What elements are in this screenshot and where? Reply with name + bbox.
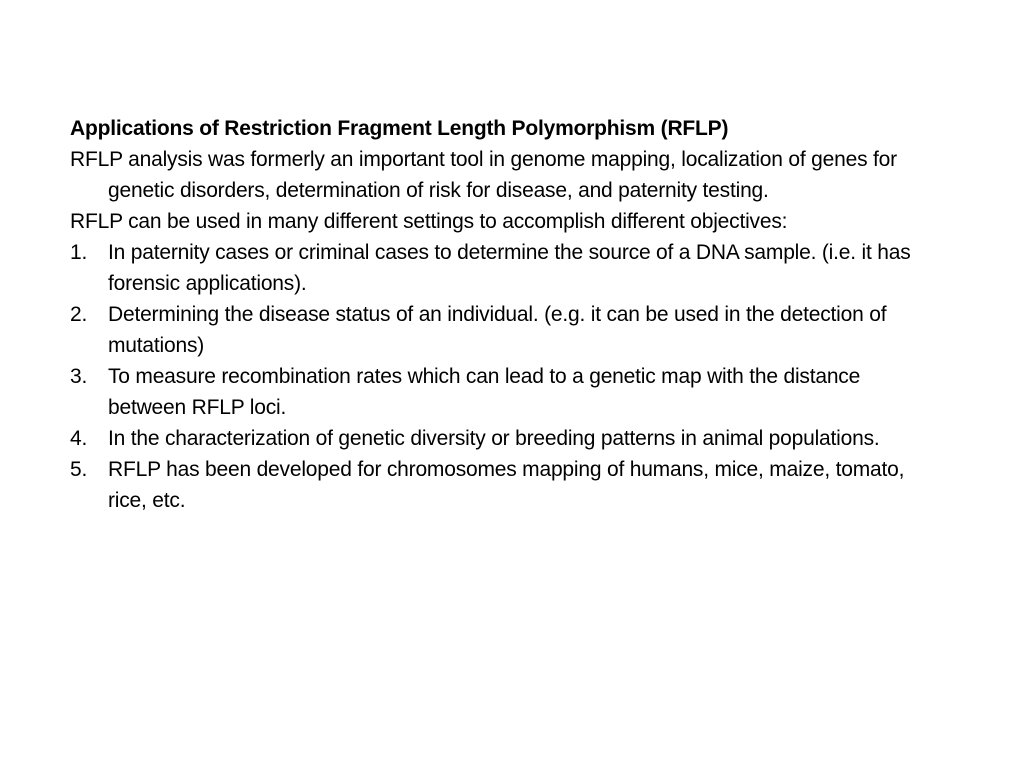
objectives-list — [70, 237, 940, 516]
list-item-text: To measure recombination rates which can lead to a genetic map with the distance between RFLP loci. — [108, 365, 861, 419]
list-item-number: 2. — [70, 303, 88, 326]
list-item-number: 1. — [70, 241, 88, 264]
list-item-text: Determining the disease status of an individual. (e.g. it can be used in the detection of mutations) — [108, 303, 887, 357]
overview-paragraph: RFLP analysis was formerly an important tool in genome mapping, localization of genes for genetic disorders, determination of risk for disease, and paternity testing. — [70, 148, 897, 202]
list-item — [70, 299, 940, 361]
list-item — [70, 361, 940, 423]
list-item-text: RFLP has been developed for chromosomes mapping of humans, mice, maize, tomato, rice, etc. — [108, 458, 905, 512]
list-item — [70, 423, 940, 454]
list-item-number: 5. — [70, 458, 88, 481]
list-item-text: In paternity cases or criminal cases to determine the source of a DNA sample. (i.e. it has forensic applications). — [108, 241, 911, 295]
slide-content — [70, 113, 940, 516]
slide-title: Applications of Restriction Fragment Length Polymorphism (RFLP) — [70, 117, 729, 140]
list-item-number: 3. — [70, 365, 88, 388]
list-item-text: In the characterization of genetic diversity or breeding patterns in animal populations. — [108, 427, 880, 450]
list-item — [70, 454, 940, 516]
objectives-intro: RFLP can be used in many different settings to accomplish different objectives: — [70, 210, 788, 233]
list-item-number: 4. — [70, 427, 88, 450]
list-item — [70, 237, 940, 299]
